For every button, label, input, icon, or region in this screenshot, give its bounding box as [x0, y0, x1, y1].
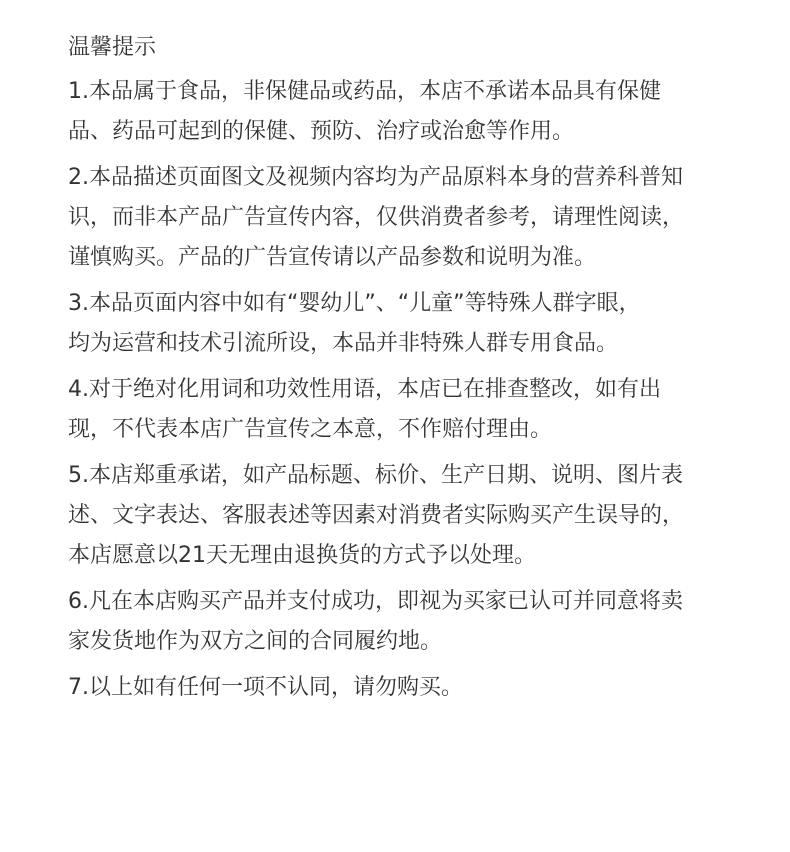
notice-item-5-line-3: 本店愿意以21天无理由退换货的方式予以处理。 — [68, 543, 536, 568]
notice-item-3-line-1: 3.本品页面内容中如有“婴幼儿”、“儿童”等特殊人群字眼， — [68, 291, 641, 316]
notice-item-2-line-1: 2.本品描述页面图文及视频内容均为产品原料本身的营养科普知 — [68, 165, 683, 190]
notice-item-7 — [68, 668, 730, 708]
notice-item-7-line-1: 7.以上如有任何一项不认同，请勿购买。 — [68, 675, 463, 700]
notice-item-4-line-2: 现，不代表本店广告宣传之本意，不作赔付理由。 — [68, 417, 553, 442]
notice-item-3 — [68, 284, 730, 364]
notice-item-2 — [68, 158, 730, 278]
notice-item-6-line-1: 6.凡在本店购买产品并支付成功，即视为买家已认可并同意将卖 — [68, 589, 683, 614]
notice-item-1-line-2: 品、药品可起到的保健、预防、治疗或治愈等作用。 — [68, 119, 575, 144]
notice-item-2-line-3: 谨慎购买。产品的广告宣传请以产品参数和说明为准。 — [68, 245, 597, 270]
notice-title: 温馨提示 — [68, 35, 157, 60]
notice-item-5-line-1: 5.本店郑重承诺，如产品标题、标价、生产日期、说明、图片表 — [68, 463, 683, 488]
notice-item-2-line-2: 识，而非本产品广告宣传内容，仅供消费者参考，请理性阅读， — [68, 205, 685, 230]
notice-item-1 — [68, 72, 730, 152]
notice-item-5 — [68, 456, 730, 576]
notice-item-5-line-2: 述、文字表达、客服表述等因素对消费者实际购买产生误导的， — [68, 503, 685, 528]
notice-item-3-line-2: 均为运营和技术引流所设，本品并非特殊人群专用食品。 — [68, 331, 619, 356]
notice-item-4 — [68, 370, 730, 450]
notice-item-6-line-2: 家发货地作为双方之间的合同履约地。 — [68, 629, 443, 654]
notice-item-4-line-1: 4.对于绝对化用词和功效性用语，本店已在排查整改，如有出 — [68, 377, 661, 402]
notice-list — [68, 72, 730, 708]
notice-item-1-line-1: 1.本品属于食品，非保健品或药品，本店不承诺本品具有保健 — [68, 79, 661, 104]
notice-item-6 — [68, 582, 730, 662]
